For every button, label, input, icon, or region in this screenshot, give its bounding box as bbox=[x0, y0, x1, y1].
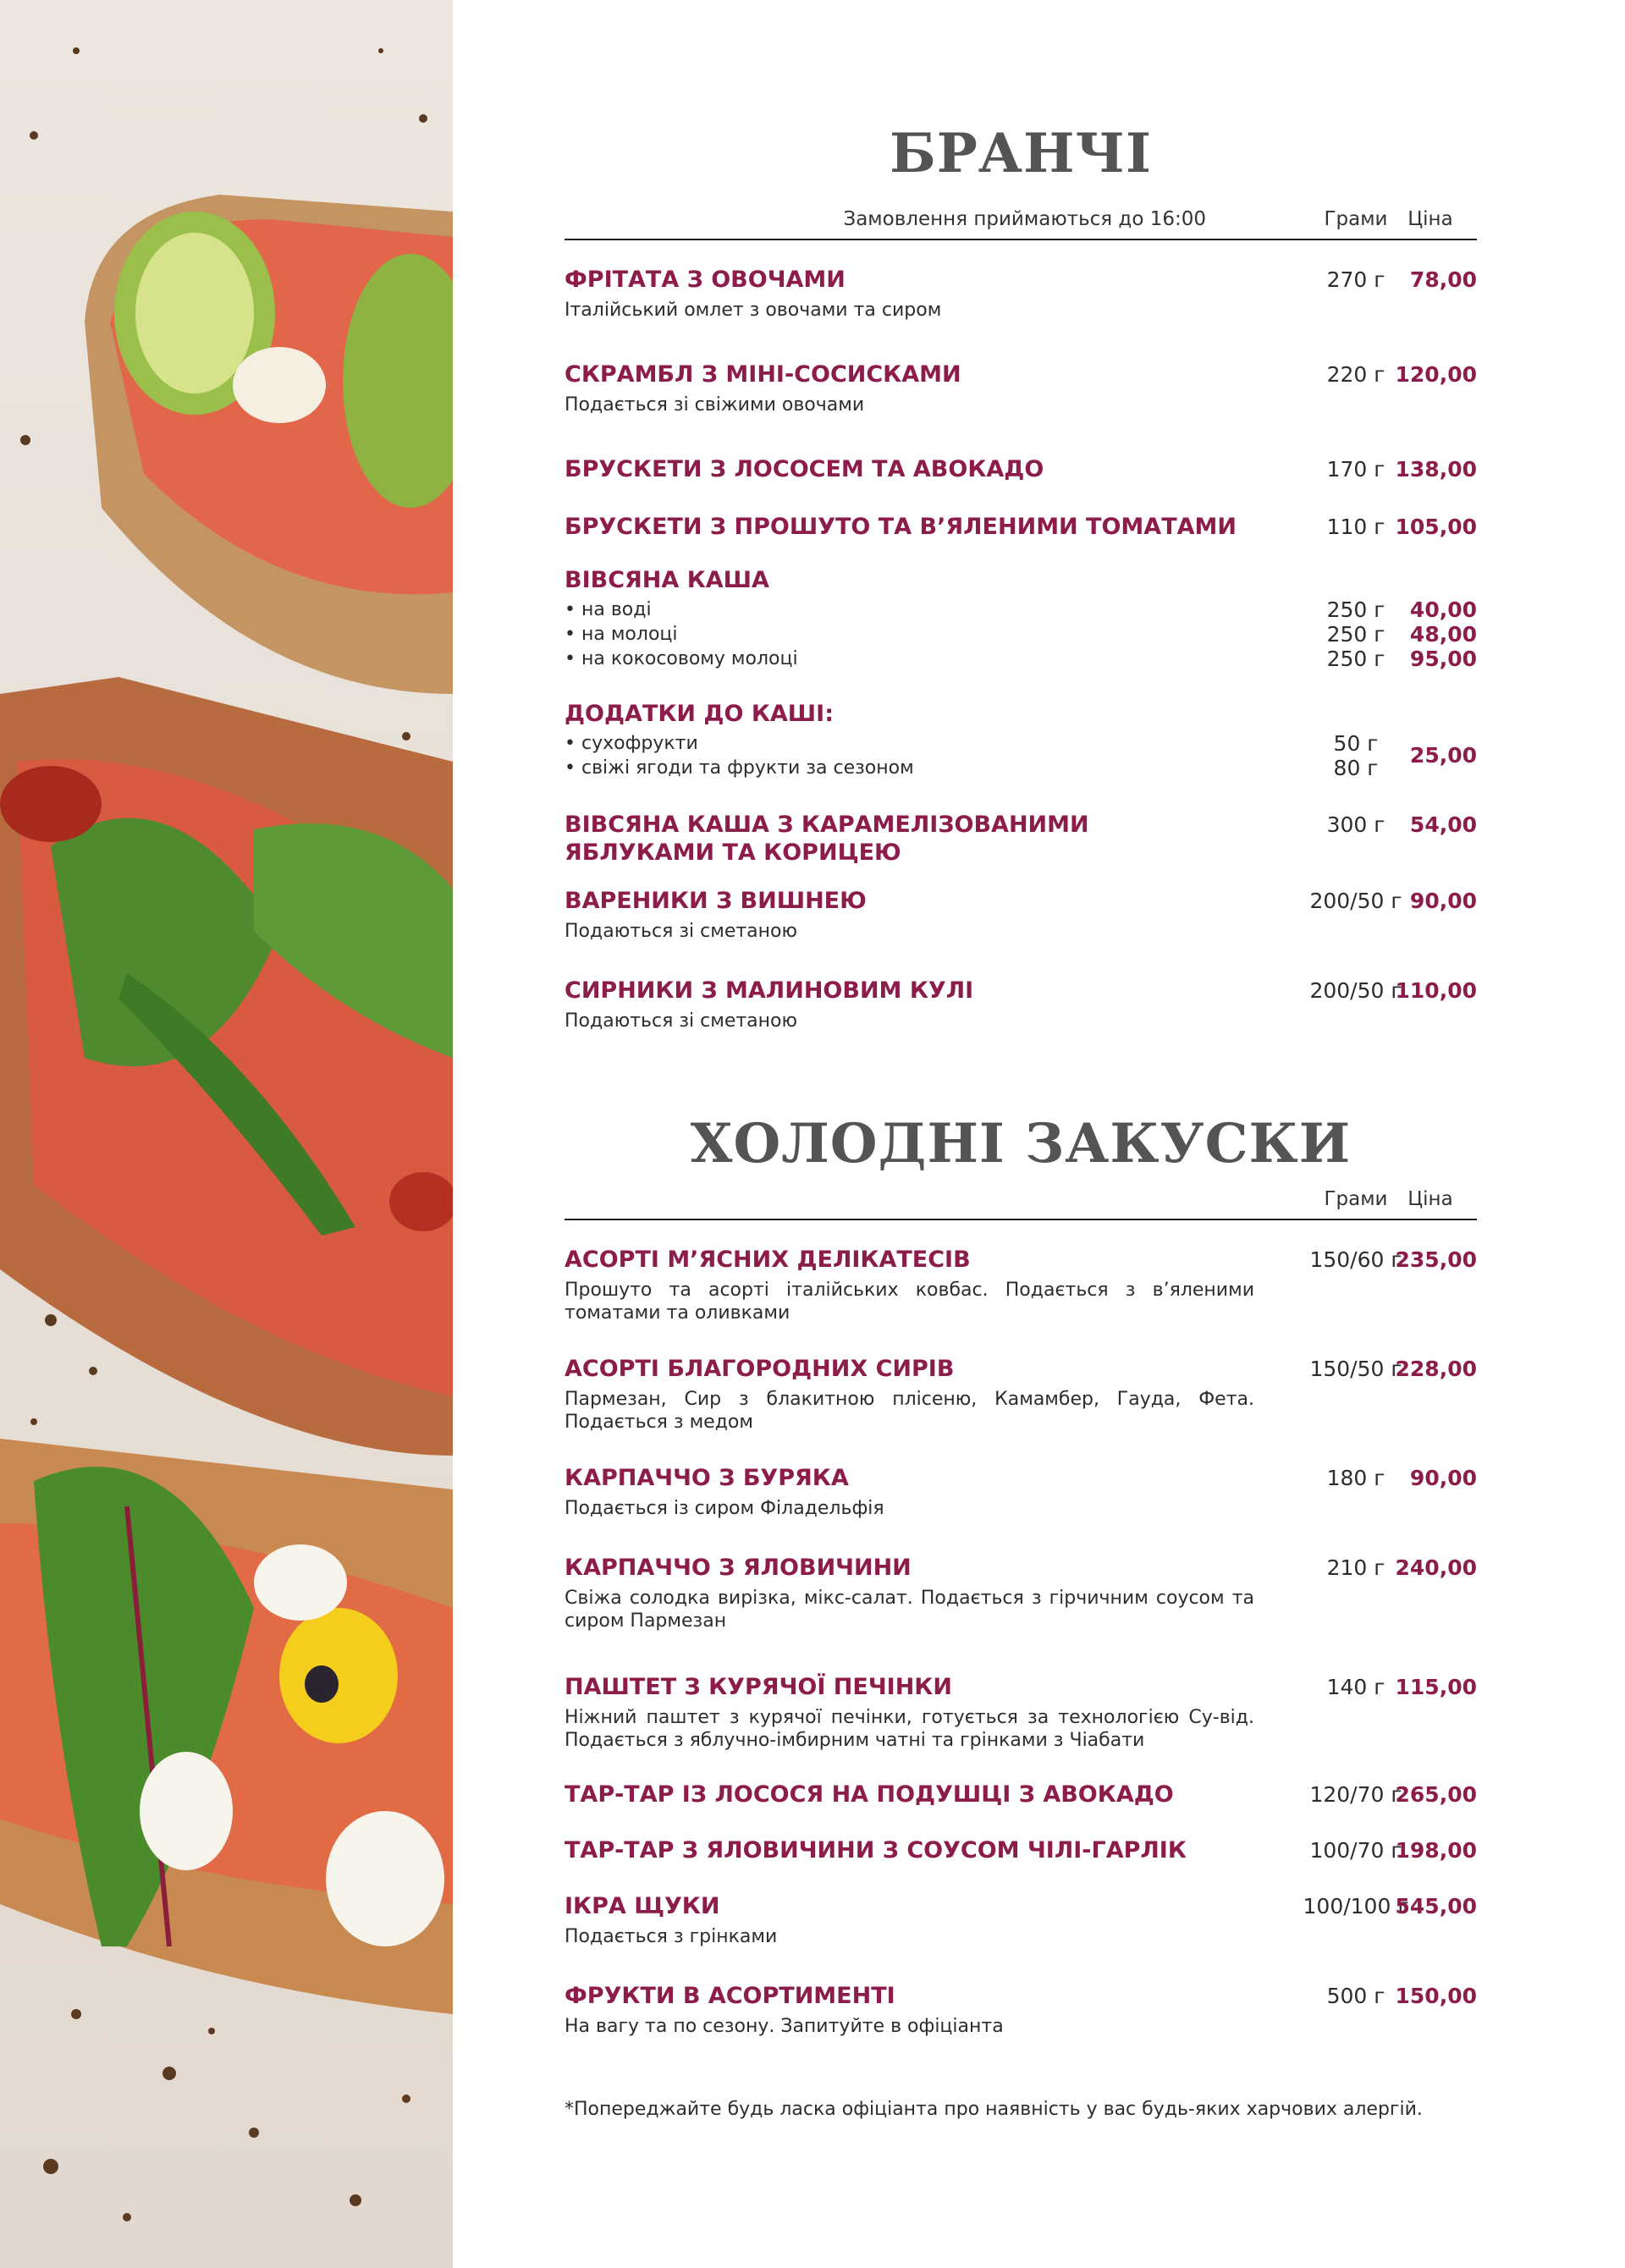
item-description: Подаються зі сметаною bbox=[565, 921, 798, 942]
menu-item bbox=[565, 811, 1477, 867]
item-name: АСОРТІ БЛАГОРОДНИХ СИРІВ bbox=[565, 1356, 955, 1382]
item-description: Подається з грінками bbox=[565, 1926, 778, 1947]
menu-column bbox=[565, 0, 1477, 2120]
food-photo bbox=[0, 0, 453, 2268]
allergy-footnote: *Попереджайте будь ласка офіціанта про наявність у вас будь-яких харчових алергій. bbox=[565, 2099, 1423, 2120]
price-column-header: Ціна bbox=[1407, 1188, 1453, 1210]
item-weight: 200/50 г bbox=[1309, 978, 1402, 1003]
item-weight: 150/50 г bbox=[1309, 1357, 1402, 1381]
menu-item bbox=[565, 1673, 1477, 1752]
item-option bbox=[565, 597, 1477, 622]
item-name: ТАР-ТАР ІЗ ЛОСОСЯ НА ПОДУШЦІ З АВОКАДО bbox=[565, 1781, 1174, 1808]
item-price: 545,00 bbox=[1395, 1894, 1477, 1918]
menu-item bbox=[565, 1246, 1477, 1324]
item-description: Подається зі свіжими овочами bbox=[565, 394, 865, 416]
item-name: КАРПАЧЧО З ЯЛОВИЧИНИ bbox=[565, 1555, 912, 1581]
item-description: Ніжний паштет з курячої печінки, готується за технологією Су-від. Подається з яблучно-імбирним чатні та грінками з Чіабати bbox=[565, 1707, 1254, 1751]
menu-item bbox=[565, 1781, 1477, 1808]
item-weight: 500 г bbox=[1326, 1984, 1385, 2008]
item-name: БРУСКЕТИ З ПРОШУТО ТА В’ЯЛЕНИМИ ТОМАТАМИ bbox=[565, 514, 1237, 540]
item-price: 78,00 bbox=[1409, 267, 1477, 292]
item-price: 110,00 bbox=[1395, 978, 1477, 1003]
item-price: 235,00 bbox=[1395, 1247, 1477, 1272]
item-price: 90,00 bbox=[1409, 1466, 1477, 1490]
item-price: 115,00 bbox=[1395, 1675, 1477, 1699]
option-weight: 250 г bbox=[1326, 597, 1385, 622]
item-price: 105,00 bbox=[1395, 515, 1477, 539]
brunch-header-row bbox=[565, 205, 1477, 240]
item-weight: 110 г bbox=[1326, 515, 1385, 539]
item-option bbox=[565, 756, 1477, 780]
item-name: ДОДАТКИ ДО КАШІ: bbox=[565, 701, 834, 727]
item-name: ІКРА ЩУКИ bbox=[565, 1893, 720, 1919]
item-weight: 120/70 г bbox=[1309, 1782, 1402, 1807]
item-option bbox=[565, 731, 1477, 756]
option-weight: 80 г bbox=[1333, 756, 1379, 780]
item-price: 265,00 bbox=[1395, 1782, 1477, 1807]
item-description: Подається із сиром Філадельфія bbox=[565, 1498, 884, 1519]
brunch-title: БРАНЧІ bbox=[890, 122, 1152, 185]
option-weight: 250 г bbox=[1326, 622, 1385, 647]
item-name: ПАШТЕТ З КУРЯЧОЇ ПЕЧІНКИ bbox=[565, 1674, 952, 1700]
item-weight: 180 г bbox=[1326, 1466, 1385, 1490]
item-name: АСОРТІ М’ЯСНИХ ДЕЛІКАТЕСІВ bbox=[565, 1247, 971, 1273]
menu-item bbox=[565, 1355, 1477, 1434]
menu-item bbox=[565, 977, 1477, 1032]
menu-item bbox=[565, 361, 1477, 416]
menu-item bbox=[565, 887, 1477, 943]
item-price: 228,00 bbox=[1395, 1357, 1477, 1381]
option-label: • сухофрукти bbox=[565, 733, 698, 754]
item-weight: 100/100 г bbox=[1303, 1894, 1409, 1918]
option-weight: 250 г bbox=[1326, 647, 1385, 671]
item-weight: 270 г bbox=[1326, 267, 1385, 292]
item-weight: 200/50 г bbox=[1309, 889, 1402, 913]
cold-header-row bbox=[565, 1185, 1477, 1220]
item-option bbox=[565, 647, 1477, 671]
price-column-header: Ціна bbox=[1407, 208, 1453, 230]
grams-column-header: Грами bbox=[1324, 1188, 1388, 1210]
item-name: БРУСКЕТИ З ЛОСОСЕМ ТА АВОКАДО bbox=[565, 456, 1044, 482]
order-time-note: Замовлення приймаються до 16:00 bbox=[843, 208, 1206, 230]
option-label: • на молоці bbox=[565, 624, 678, 645]
grams-column-header: Грами bbox=[1324, 208, 1388, 230]
item-price: 120,00 bbox=[1395, 362, 1477, 387]
item-price: 90,00 bbox=[1409, 889, 1477, 913]
menu-item bbox=[565, 455, 1477, 483]
item-description: Італійський омлет з овочами та сиром bbox=[565, 300, 942, 321]
item-name: СИРНИКИ З МАЛИНОВИМ КУЛІ bbox=[565, 977, 974, 1004]
item-description: Подаються зі сметаною bbox=[565, 1010, 798, 1032]
item-description: Пармезан, Сир з блакитною плісеню, Камамбер, Гауда, Фета. Подається з медом bbox=[565, 1389, 1254, 1433]
item-name: ФРУКТИ В АСОРТИМЕНТІ bbox=[565, 1983, 895, 2009]
item-weight: 140 г bbox=[1326, 1675, 1385, 1699]
item-name: ФРІТАТА З ОВОЧАМИ bbox=[565, 267, 846, 293]
item-price: 25,00 bbox=[1409, 743, 1477, 768]
option-label: • свіжі ягоди та фрукти за сезоном bbox=[565, 757, 914, 779]
item-description: На вагу та по сезону. Запитуйте в офіціанта bbox=[565, 2016, 1004, 2037]
option-price: 95,00 bbox=[1409, 647, 1477, 671]
item-price: 240,00 bbox=[1395, 1555, 1477, 1580]
item-name: ВАРЕНИКИ З ВИШНЕЮ bbox=[565, 888, 867, 914]
item-weight: 220 г bbox=[1326, 362, 1385, 387]
item-description: Прошуто та асорті італійських ковбас. Подається з в’яленими томатами та оливками bbox=[565, 1280, 1254, 1324]
item-name: КАРПАЧЧО З БУРЯКА bbox=[565, 1465, 849, 1491]
menu-item bbox=[565, 1836, 1477, 1864]
item-weight: 300 г bbox=[1326, 812, 1385, 837]
menu-item-addons bbox=[565, 700, 1477, 780]
item-price: 198,00 bbox=[1395, 1838, 1477, 1863]
item-name: СКРАМБЛ З МІНІ-СОСИСКАМИ bbox=[565, 361, 961, 388]
menu-item bbox=[565, 1554, 1477, 1632]
item-name: ТАР-ТАР З ЯЛОВИЧИНИ З СОУСОМ ЧІЛІ-ГАРЛІК bbox=[565, 1837, 1187, 1863]
menu-item bbox=[565, 1982, 1477, 2038]
item-price: 54,00 bbox=[1409, 812, 1477, 837]
option-weight: 50 г bbox=[1333, 731, 1379, 756]
option-price: 48,00 bbox=[1409, 622, 1477, 647]
item-weight: 150/60 г bbox=[1309, 1247, 1402, 1272]
item-price: 150,00 bbox=[1395, 1984, 1477, 2008]
item-description: Свіжа солодка вирізка, мікс-салат. Подається з гірчичним соусом та сиром Пармезан bbox=[565, 1588, 1254, 1632]
menu-item-oatmeal bbox=[565, 566, 1477, 671]
menu-item bbox=[565, 266, 1477, 322]
item-weight: 100/70 г bbox=[1309, 1838, 1402, 1863]
item-name: ВІВСЯНА КАША З КАРАМЕЛІЗОВАНИМИ ЯБЛУКАМИ ТА КОРИЦЕЮ bbox=[565, 812, 1089, 866]
menu-item bbox=[565, 1892, 1477, 1948]
cold-snacks-title: ХОЛОДНІ ЗАКУСКИ bbox=[690, 1112, 1352, 1175]
option-price: 40,00 bbox=[1409, 597, 1477, 622]
option-label: • на кокосовому молоці bbox=[565, 648, 798, 669]
menu-item bbox=[565, 1464, 1477, 1520]
item-option bbox=[565, 622, 1477, 647]
option-label: • на воді bbox=[565, 599, 652, 620]
item-weight: 210 г bbox=[1326, 1555, 1385, 1580]
item-weight: 170 г bbox=[1326, 457, 1385, 482]
menu-item bbox=[565, 513, 1477, 541]
item-price: 138,00 bbox=[1395, 457, 1477, 482]
item-name: ВІВСЯНА КАША bbox=[565, 567, 769, 593]
